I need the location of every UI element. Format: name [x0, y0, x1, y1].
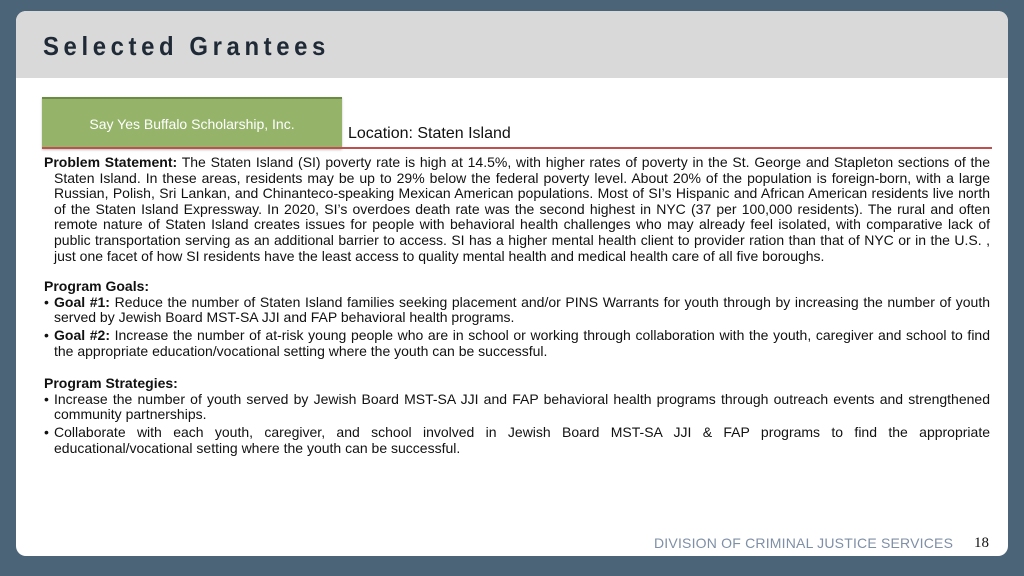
bullet-icon: • — [44, 423, 49, 440]
bullet-icon: • — [44, 390, 49, 407]
program-strategies-heading: Program Strategies: — [44, 375, 178, 392]
slide — [16, 11, 1008, 556]
bullet-icon: • — [44, 326, 49, 343]
organization-tab: Say Yes Buffalo Scholarship, Inc. — [42, 97, 342, 149]
title-bar — [16, 11, 1008, 78]
problem-statement — [44, 155, 990, 264]
strategy-text: Increase the number of youth served by Jewish Board MST-SA JJI and FAP behavioral health programs through outreach events and strengthened community partnerships. — [54, 390, 990, 423]
footer-agency: DIVISION OF CRIMINAL JUSTICE SERVICES — [654, 535, 954, 551]
goal-label: Goal #2: — [54, 326, 110, 343]
location-label: Location: Staten Island — [348, 125, 511, 142]
goal-item — [44, 295, 990, 326]
goal-item — [44, 328, 990, 359]
problem-statement-text: The Staten Island (SI) poverty rate is high at 14.5%, with higher rates of poverty in the St. George and Stapleton sections of the Staten Island. In these areas, residents may be up to 29% below the federal poverty level. About 20% of the population is foreign-born, with a large Russian, Polish, Sri Lankan, and Chinanteco-speaking Mexican American populations. Most of SI’s Hispanic and African American residents live north of the Staten Island Expressway. In 2020, SI’s overdoes death rate was the second highest in NYC (37 per 100,000 residents). The rural and often remote nature of Staten Island creates issues for people with behavioral health challenges who may already feel isolated, with comparative lack of public transportation serving as an additional barrier to access. SI has a higher mental health client to provider ration than that of NYC or in the U.S. , just one facet of how SI residents have the least access to quality mental health and medical health care of all five boroughs. — [54, 154, 991, 264]
strategy-item — [44, 425, 990, 456]
divider-line — [42, 147, 992, 149]
problem-statement-label: Problem Statement: — [44, 154, 178, 170]
content-body — [44, 155, 990, 458]
slide-title: Selected Grantees — [43, 31, 330, 61]
program-goals-heading: Program Goals: — [44, 278, 150, 295]
strategy-item — [44, 392, 990, 423]
goal-text: Reduce the number of Staten Island families seeking placement and/or PINS Warrants for youth through by increasing the number of youth served by Jewish Board MST-SA JJI and FAP behavioral health programs. — [54, 293, 991, 326]
page-number: 18 — [974, 535, 989, 551]
bullet-icon: • — [44, 293, 49, 310]
goal-label: Goal #1: — [54, 293, 110, 310]
strategy-text: Collaborate with each youth, caregiver, and school involved in Jewish Board MST-SA JJI & FAP programs to find the appropriate educational/vocational setting where the youth can be successful. — [54, 423, 990, 456]
goal-text: Increase the number of at-risk young people who are in school or working through collaboration with the youth, caregiver and school to find the appropriate education/vocational setting where the youth can be successful. — [54, 326, 990, 359]
